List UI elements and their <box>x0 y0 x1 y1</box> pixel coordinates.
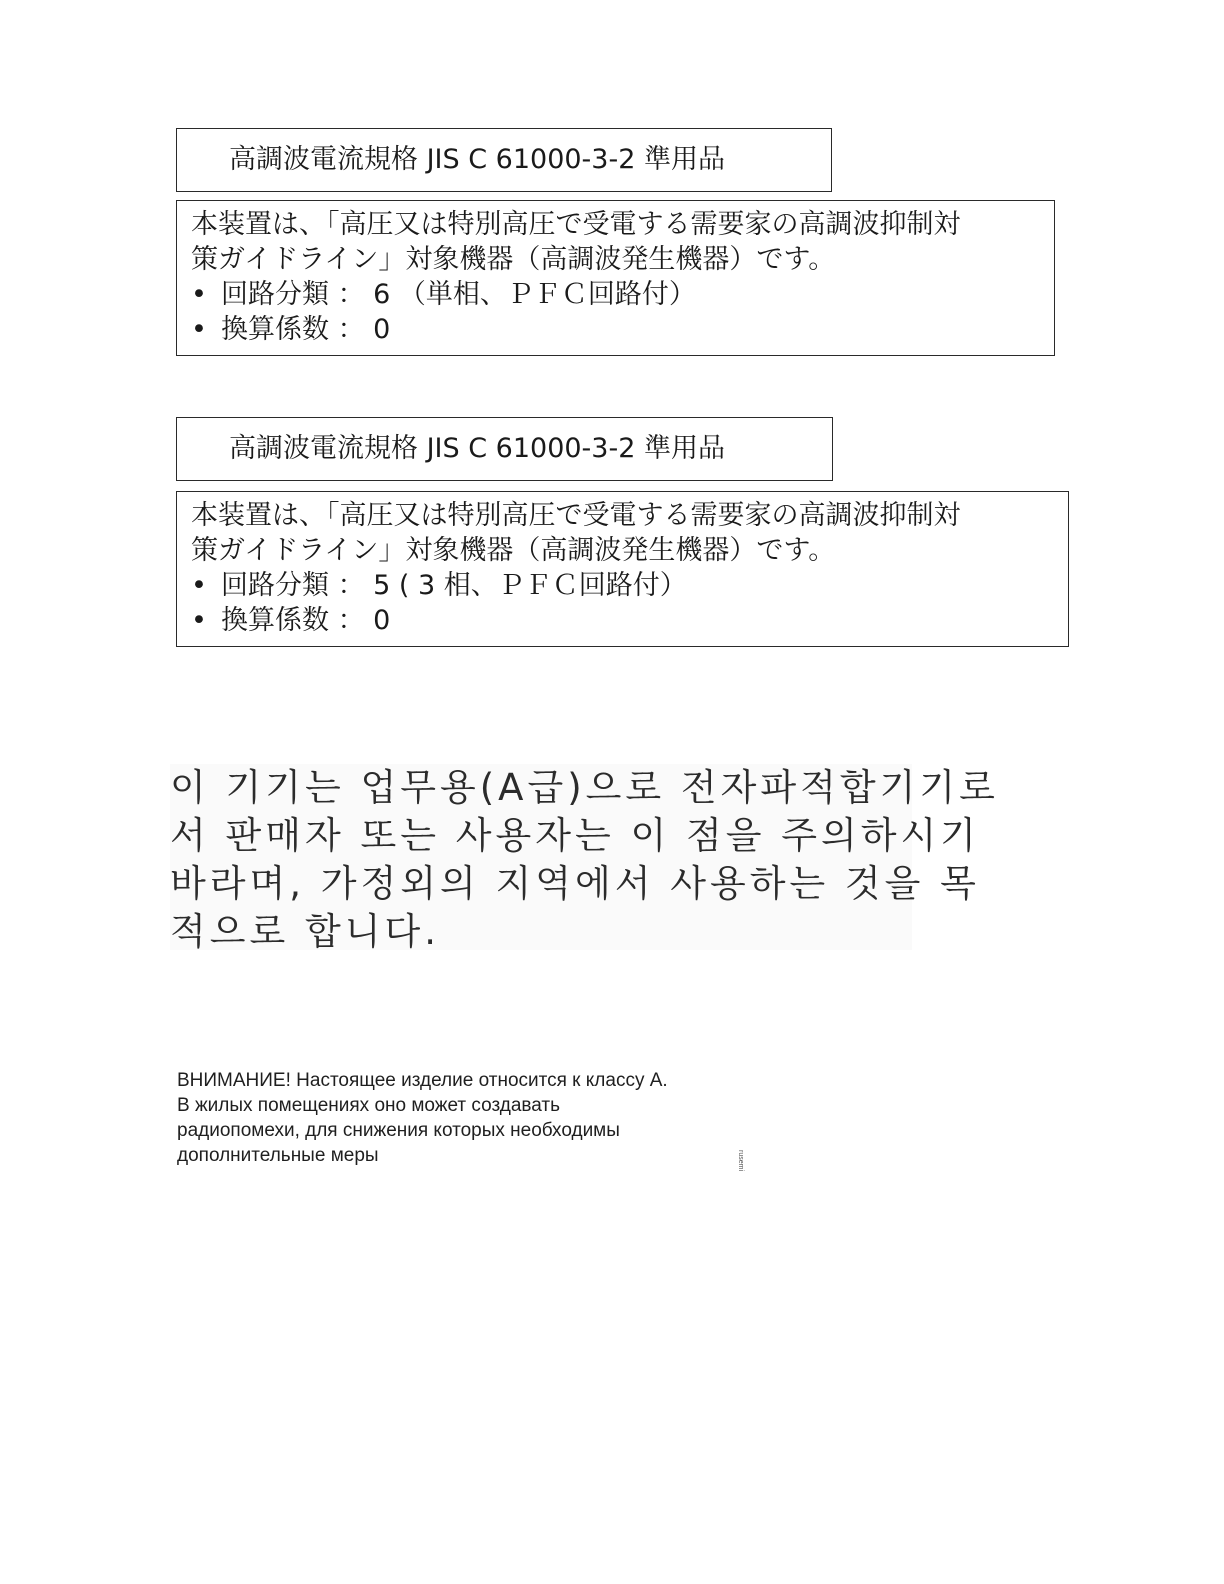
russian-emc-notice <box>177 1068 668 1168</box>
harmonic-label-1-body <box>176 200 1055 356</box>
harmonic-label-2-title: 高調波電流規格 JIS C 61000-3-2 準用品 <box>176 417 833 481</box>
harmonic-label-1-title: 高調波電流規格 JIS C 61000-3-2 準用品 <box>176 128 832 192</box>
label-1-circuit-class-item <box>191 277 1044 312</box>
bullet-icon: • <box>191 570 207 601</box>
label-2-text-line-1: 本装置は、「高圧又は特別高圧で受電する需要家の高調波抑制対 <box>191 500 961 531</box>
korean-emc-notice <box>170 764 999 953</box>
label-2-circuit-class-text: 回路分類 ： 5 ( 3 相、ＰＦＣ回路付） <box>221 570 687 601</box>
russian-notice-line-3: радиопомехи, для снижения которых необходимы <box>177 1120 620 1141</box>
bullet-icon: • <box>191 314 207 345</box>
label-2-conversion-factor-item <box>191 603 1058 638</box>
label-2-circuit-class-item <box>191 568 1058 603</box>
russian-notice-line-2: В жилых помещениях оно может создавать <box>177 1095 561 1116</box>
label-1-text-line-2: 策ガイドライン」対象機器（高調波発生機器）です。 <box>191 244 836 275</box>
russian-notice-line-1: ВНИМАНИЕ! Настоящее изделие относится к классу А. <box>177 1070 668 1091</box>
korean-notice-line-3: 바라며, 가정외의 지역에서 사용하는 것을 목 <box>170 862 980 905</box>
label-1-conversion-factor-item <box>191 312 1044 347</box>
bullet-icon: • <box>191 605 207 636</box>
harmonic-label-2-body <box>176 491 1069 647</box>
korean-notice-line-4: 적으로 합니다. <box>170 910 440 953</box>
label-2-text-line-2: 策ガイドライン」対象機器（高調波発生機器）です。 <box>191 535 836 566</box>
label-2-conversion-factor-text: 換算係数 ： 0 <box>221 605 391 636</box>
russian-notice-line-4: дополнительные меры <box>177 1145 379 1166</box>
tiny-vertical-mark: rusemi <box>737 1150 744 1172</box>
korean-notice-line-1: 이 기기는 업무용(A급)으로 전자파적합기기로 <box>170 766 999 809</box>
korean-notice-line-2: 서 판매자 또는 사용자는 이 점을 주의하시기 <box>170 814 980 857</box>
label-1-circuit-class-text: 回路分類 ： 6 （単相、ＰＦＣ回路付） <box>221 279 696 310</box>
label-1-conversion-factor-text: 換算係数 ： 0 <box>221 314 391 345</box>
label-1-text-line-1: 本装置は、「高圧又は特別高圧で受電する需要家の高調波抑制対 <box>191 209 961 240</box>
bullet-icon: • <box>191 279 207 310</box>
